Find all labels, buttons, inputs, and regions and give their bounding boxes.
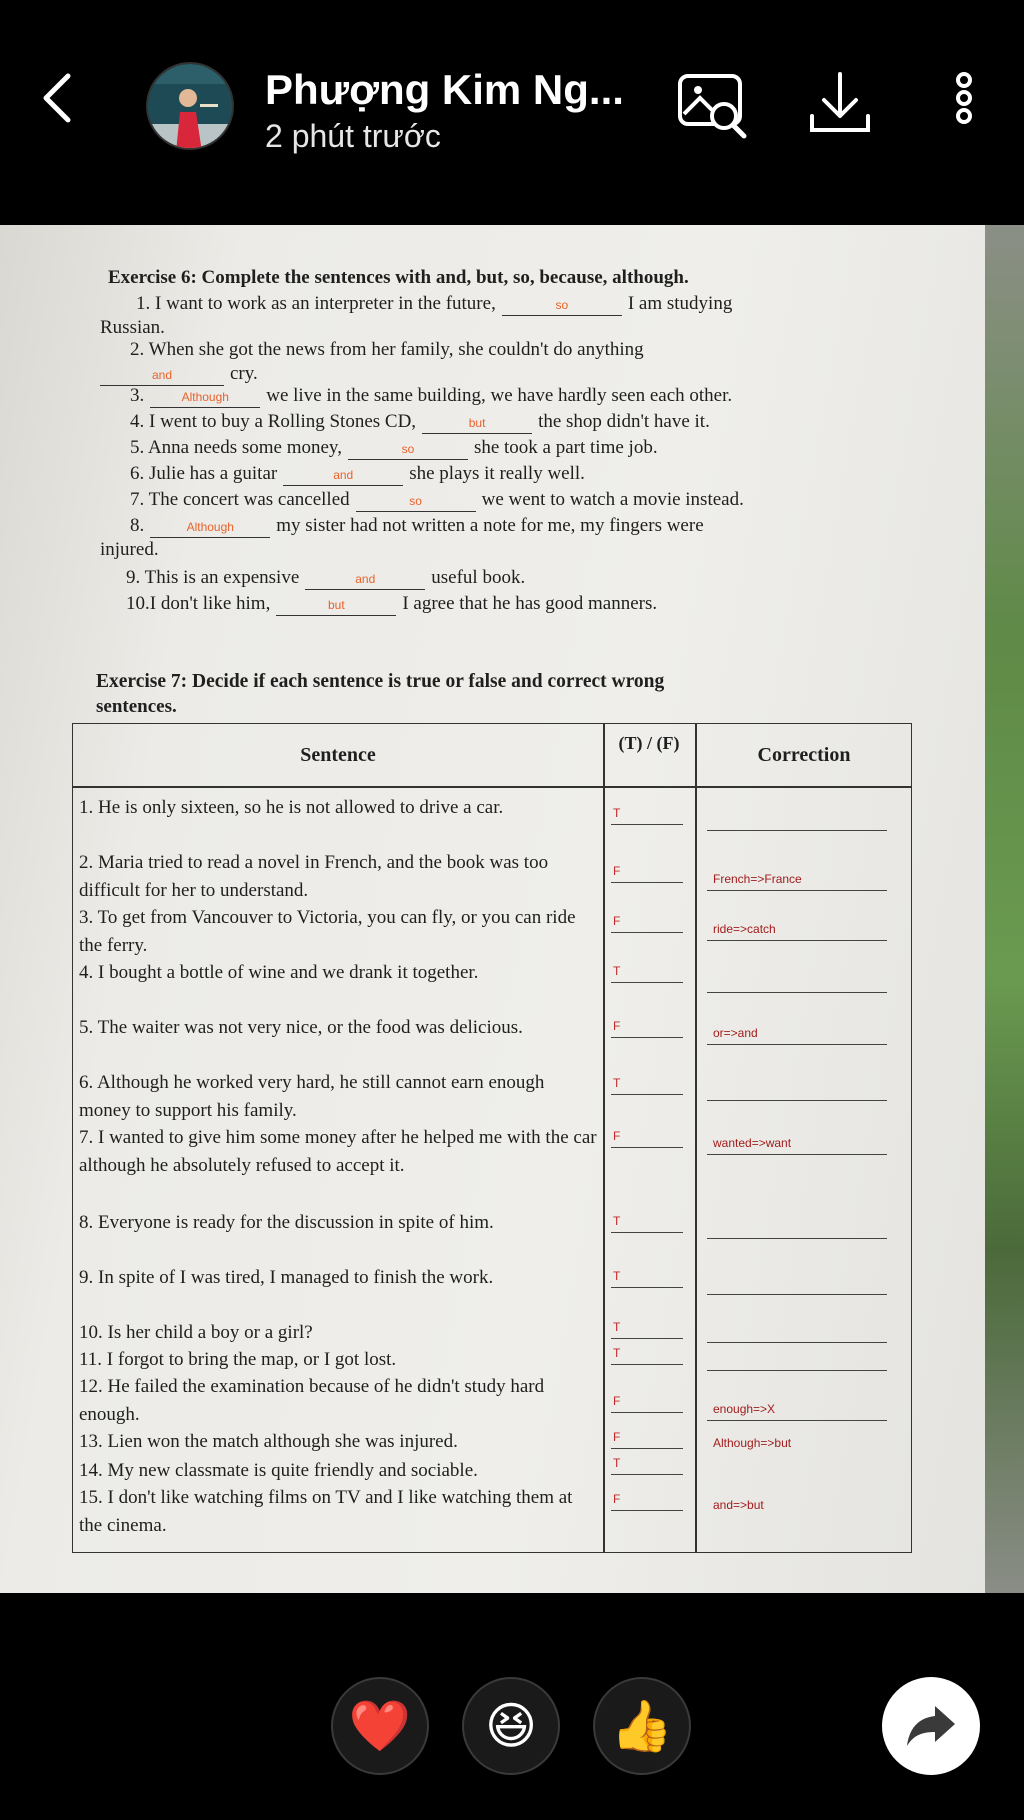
tf-answer-line	[611, 882, 683, 883]
tf-answer-line	[611, 1338, 683, 1339]
correction-line	[707, 1044, 887, 1045]
ex6-text: we live in the same building, we have hardly seen each other.	[266, 385, 733, 406]
ex6-item	[130, 489, 744, 512]
ex6-blank	[276, 593, 396, 616]
table-row-sentence: 4. I bought a bottle of wine and we drank it together.	[79, 962, 479, 983]
table-row-sentence: 15. I don't like watching films on TV and I like watching them at the cinema.	[79, 1487, 573, 1536]
tf-answer-line	[611, 824, 683, 825]
scan-icon	[674, 66, 754, 146]
share-icon	[901, 1696, 961, 1756]
avatar-image	[148, 64, 234, 150]
ex6-text: 6. Julie has a guitar	[130, 463, 278, 484]
tf-answer-line	[611, 1448, 683, 1449]
header-sentence: Sentence	[300, 744, 376, 766]
ex6-text: she plays it really well.	[409, 463, 585, 484]
column-divider	[603, 724, 605, 1552]
table-row-sentence: 11. I forgot to bring the map, or I got lost.	[79, 1349, 397, 1370]
ex6-item	[126, 567, 525, 590]
tf-answer-line	[611, 1474, 683, 1475]
ex6-text: my sister had not written a note for me, my fingers were	[276, 515, 704, 536]
ex6-blank	[100, 363, 224, 386]
ex6-blank	[356, 489, 476, 512]
like-reaction-button[interactable]	[593, 1677, 691, 1775]
post-time: 2 phút trước	[265, 118, 441, 154]
table-row-tf: T	[613, 1320, 621, 1334]
table-row-tf: T	[613, 1346, 621, 1360]
viewer-header	[0, 0, 1024, 225]
table-row-tf: T	[613, 806, 621, 820]
correction-line	[707, 1294, 887, 1295]
tf-answer-line	[611, 1412, 683, 1413]
ex6-item	[130, 515, 704, 538]
back-icon	[32, 62, 92, 132]
table-row-sentence: 3. To get from Vancouver to Victoria, you can fly, or you can ride the ferry.	[79, 907, 576, 956]
table-row-sentence: 12. He failed the examination because of he didn't study hard enough.	[79, 1376, 545, 1425]
ex6-text: 2. When she got the news from her family, she couldn't do anything	[130, 339, 644, 360]
ex6-text: 10.I don't like him,	[126, 593, 271, 614]
tf-answer-line	[611, 1364, 683, 1365]
ex6-item	[130, 339, 644, 361]
tf-answer-line	[611, 1232, 683, 1233]
ex6-text: I am studying	[627, 293, 733, 314]
tf-answer-line	[611, 1287, 683, 1288]
table-row-tf: T	[613, 964, 621, 978]
ex6-blank	[305, 567, 425, 590]
correction-line	[707, 1154, 887, 1155]
avatar[interactable]	[146, 62, 234, 150]
ex6-text: cry.	[230, 363, 258, 384]
exercise-7-title-cont: sentences.	[96, 696, 177, 717]
download-icon	[800, 66, 880, 146]
download-button[interactable]	[800, 66, 880, 146]
table-row-tf: F	[613, 864, 621, 878]
table-row-sentence: 9. In spite of I was tired, I managed to finish the work.	[79, 1267, 494, 1288]
ex6-blank	[150, 515, 270, 538]
ex6-answer: and	[355, 572, 376, 586]
ex6-text: 4. I went to buy a Rolling Stones CD,	[130, 411, 417, 432]
table-row-tf: T	[613, 1456, 621, 1470]
ex6-text: 1. I want to work as an interpreter in the future,	[136, 293, 496, 314]
ex6-answer: Although	[181, 390, 229, 404]
ex6-text: 8.	[130, 515, 145, 536]
ex6-answer: Although	[186, 520, 234, 534]
laugh-reaction-button[interactable]	[462, 1677, 560, 1775]
ex6-item	[136, 293, 732, 316]
ex6-text: 7. The concert was cancelled	[130, 489, 350, 510]
header-tf: (T) / (F)	[618, 733, 680, 753]
ex6-item	[130, 411, 710, 434]
table-row-tf: T	[613, 1076, 621, 1090]
header-correction: Correction	[757, 744, 851, 766]
table-row-tf: F	[613, 1430, 621, 1444]
ex6-item-cont	[100, 363, 258, 386]
exercise-6-title: Exercise 6: Complete the sentences with and, but, so, because, although.	[108, 267, 689, 288]
ex6-text: useful book.	[431, 567, 526, 588]
heart-reaction-button[interactable]	[331, 1677, 429, 1775]
table-row-sentence: 14. My new classmate is quite friendly and sociable.	[79, 1460, 478, 1481]
table-row-tf: F	[613, 1394, 621, 1408]
tf-answer-line	[611, 932, 683, 933]
ex6-item	[130, 463, 585, 486]
tf-answer-line	[611, 1094, 683, 1095]
ex6-text: she took a part time job.	[473, 437, 658, 458]
ex6-answer: but	[468, 416, 486, 430]
ex6-text: 3.	[130, 385, 145, 406]
column-divider	[695, 724, 697, 1552]
table-row-correction: enough=>X	[713, 1402, 776, 1416]
ex6-item	[126, 593, 657, 616]
correction-line	[707, 1238, 887, 1239]
scan-button[interactable]	[674, 66, 754, 146]
table-row-sentence: 13. Lien won the match although she was injured.	[79, 1431, 458, 1452]
table-row-tf: T	[613, 1269, 621, 1283]
ex6-blank	[422, 411, 532, 434]
ex6-text: 5. Anna needs some money,	[130, 437, 342, 458]
thumbs-up-icon: 👍	[610, 1696, 674, 1755]
table-row-sentence: 10. Is her child a boy or a girl?	[79, 1322, 313, 1343]
table-row-tf: T	[613, 1214, 621, 1228]
photo-viewer[interactable]	[0, 225, 1024, 1593]
ex6-answer: and	[333, 468, 354, 482]
worksheet-paper	[0, 225, 985, 1593]
ex6-item	[130, 385, 732, 408]
correction-line	[707, 890, 887, 891]
table-row-sentence: 2. Maria tried to read a novel in French, and the book was too difficult for her to understand.	[79, 852, 549, 901]
ex6-answer: and	[151, 368, 173, 382]
table-row-correction: ride=>catch	[713, 922, 776, 936]
correction-line	[707, 1100, 887, 1101]
background-plant	[984, 225, 1024, 1593]
sender-name: Phượng Kim Ng...	[265, 66, 624, 113]
correction-line	[707, 1370, 887, 1371]
correction-line	[707, 940, 887, 941]
correction-line	[707, 1342, 887, 1343]
ex6-text: we went to watch a movie instead.	[481, 489, 744, 510]
ex6-blank	[150, 385, 260, 408]
ex6-answer: so	[555, 298, 569, 312]
correction-line	[707, 1420, 887, 1421]
tf-answer-line	[611, 982, 683, 983]
table-row-correction: French=>France	[713, 872, 802, 886]
table-row-sentence: 5. The waiter was not very nice, or the food was delicious.	[79, 1017, 523, 1038]
table-row-sentence: 7. I wanted to give him some money after he helped me with the car although he absolutely refused to accept it.	[79, 1127, 597, 1176]
table-row-correction: or=>and	[713, 1026, 758, 1040]
table-row-sentence: 6. Although he worked very hard, he still cannot earn enough money to support his family.	[79, 1072, 545, 1121]
table-row-sentence: 8. Everyone is ready for the discussion in spite of him.	[79, 1212, 494, 1233]
tf-answer-line	[611, 1510, 683, 1511]
ex6-blank	[348, 437, 468, 460]
ex6-blank	[502, 293, 622, 316]
laugh-icon: 😆	[484, 1697, 538, 1755]
ex6-text: I agree that he has good manners.	[402, 593, 658, 614]
share-button[interactable]	[882, 1677, 980, 1775]
table-row-correction: and=>but	[713, 1498, 764, 1512]
ex6-text: the shop didn't have it.	[538, 411, 710, 432]
exercise-7-table	[72, 723, 912, 1553]
ex6-item	[130, 437, 658, 460]
header-divider	[73, 786, 911, 788]
ex6-answer: so	[409, 494, 422, 508]
ex6-answer: but	[327, 598, 345, 612]
table-row-tf: F	[613, 1492, 621, 1506]
table-row-tf: F	[613, 1129, 621, 1143]
tf-answer-line	[611, 1037, 683, 1038]
correction-line	[707, 830, 887, 831]
exercise-7-title: Exercise 7: Decide if each sentence is true or false and correct wrong	[96, 671, 665, 692]
more-icon	[944, 66, 984, 146]
ex6-item-cont: Russian.	[100, 317, 165, 338]
tf-answer-line	[611, 1147, 683, 1148]
table-row-tf: F	[613, 914, 621, 928]
ex6-answer: so	[401, 442, 415, 456]
table-row-tf: F	[613, 1019, 621, 1033]
table-row-sentence: 1. He is only sixteen, so he is not allowed to drive a car.	[79, 797, 504, 818]
ex6-text: 9. This is an expensive	[126, 567, 300, 588]
back-button[interactable]	[32, 62, 92, 132]
ex6-item-cont: injured.	[100, 539, 159, 560]
ex6-blank	[283, 463, 403, 486]
correction-line	[707, 992, 887, 993]
table-row-correction: wanted=>want	[713, 1136, 792, 1150]
heart-icon: ❤️	[348, 1696, 412, 1755]
more-button[interactable]	[944, 66, 984, 146]
table-row-correction: Although=>but	[713, 1436, 792, 1450]
